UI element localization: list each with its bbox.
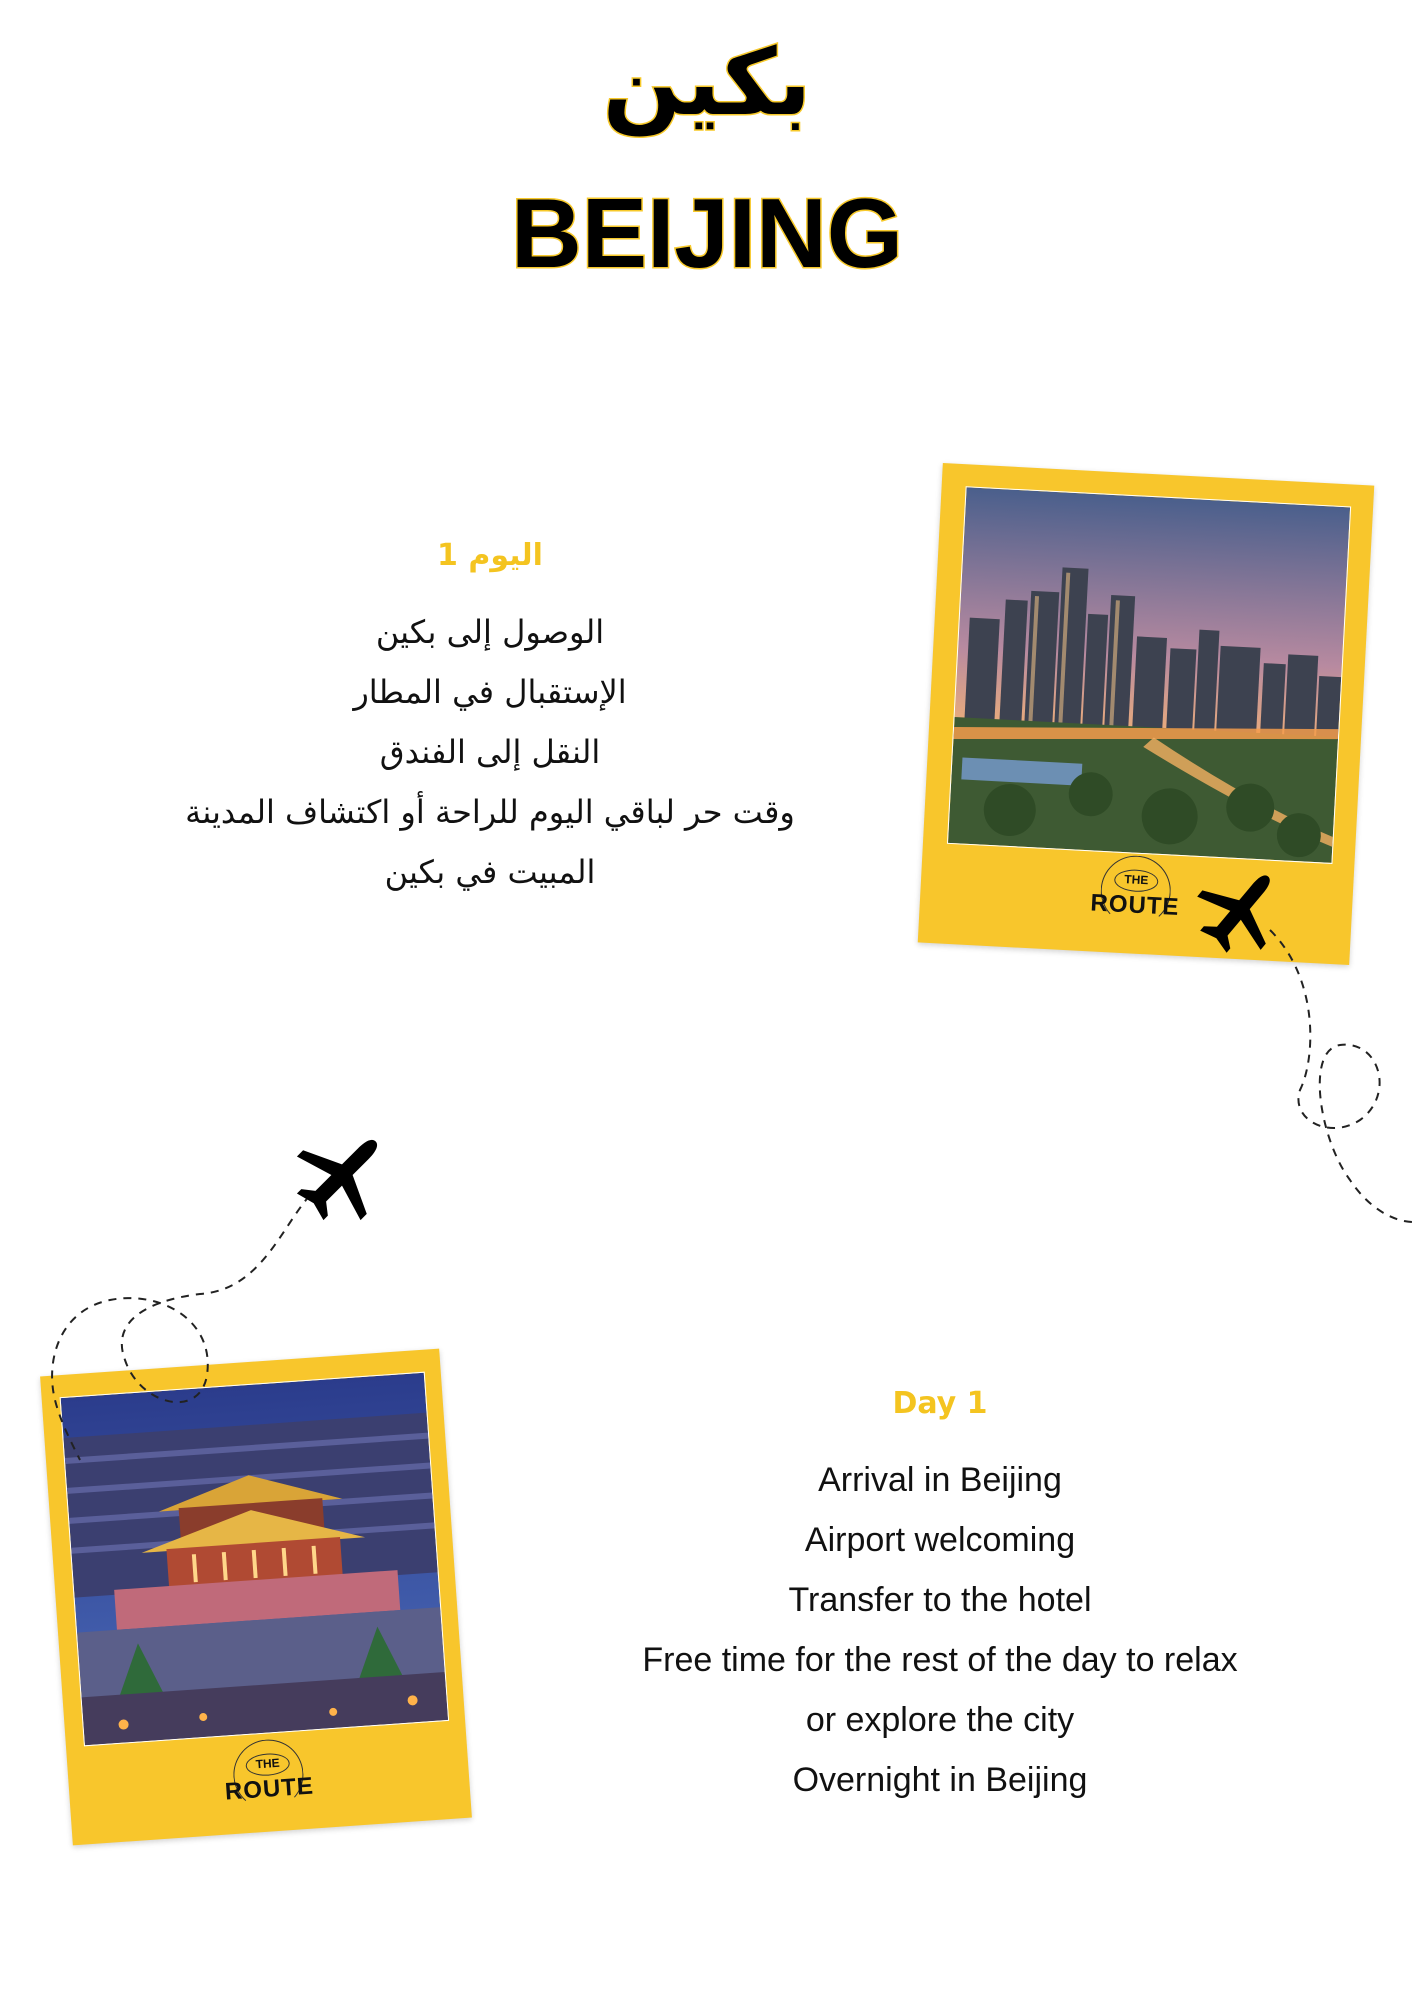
airplane-icon [278, 1110, 407, 1239]
itinerary-item: Arrival in Beijing [818, 1461, 1062, 1499]
itinerary-item: or explore the city [805, 1701, 1075, 1739]
day-label-arabic: اليوم 1 [437, 538, 543, 573]
logo-the-text: THE [245, 1752, 290, 1777]
airplane-icon [1182, 850, 1300, 968]
logo-the-text: THE [1114, 869, 1159, 893]
itinerary-item: وقت حر لباقي اليوم للراحة أو اكتشاف المدينة [185, 793, 795, 831]
page-title-english: BEIJING [510, 178, 904, 288]
logo-route-text: ROUTE [1089, 889, 1181, 921]
itinerary-item: Free time for the rest of the day to relax [642, 1641, 1238, 1679]
itinerary-item: Overnight in Beijing [792, 1761, 1088, 1799]
itinerary-item: Airport welcoming [804, 1521, 1076, 1559]
logo-route-text: ROUTE [224, 1772, 315, 1806]
itinerary-item: المبيت في بكين [384, 853, 596, 891]
page-title-arabic: بكين [602, 29, 812, 136]
itinerary-item: Transfer to the hotel [788, 1581, 1092, 1619]
itinerary-item: الإستقبال في المطار [353, 673, 627, 711]
day-label-english: Day 1 [892, 1386, 988, 1421]
itinerary-item: الوصول إلى بكين [375, 613, 605, 651]
itinerary-item: النقل إلى الفندق [379, 733, 601, 771]
